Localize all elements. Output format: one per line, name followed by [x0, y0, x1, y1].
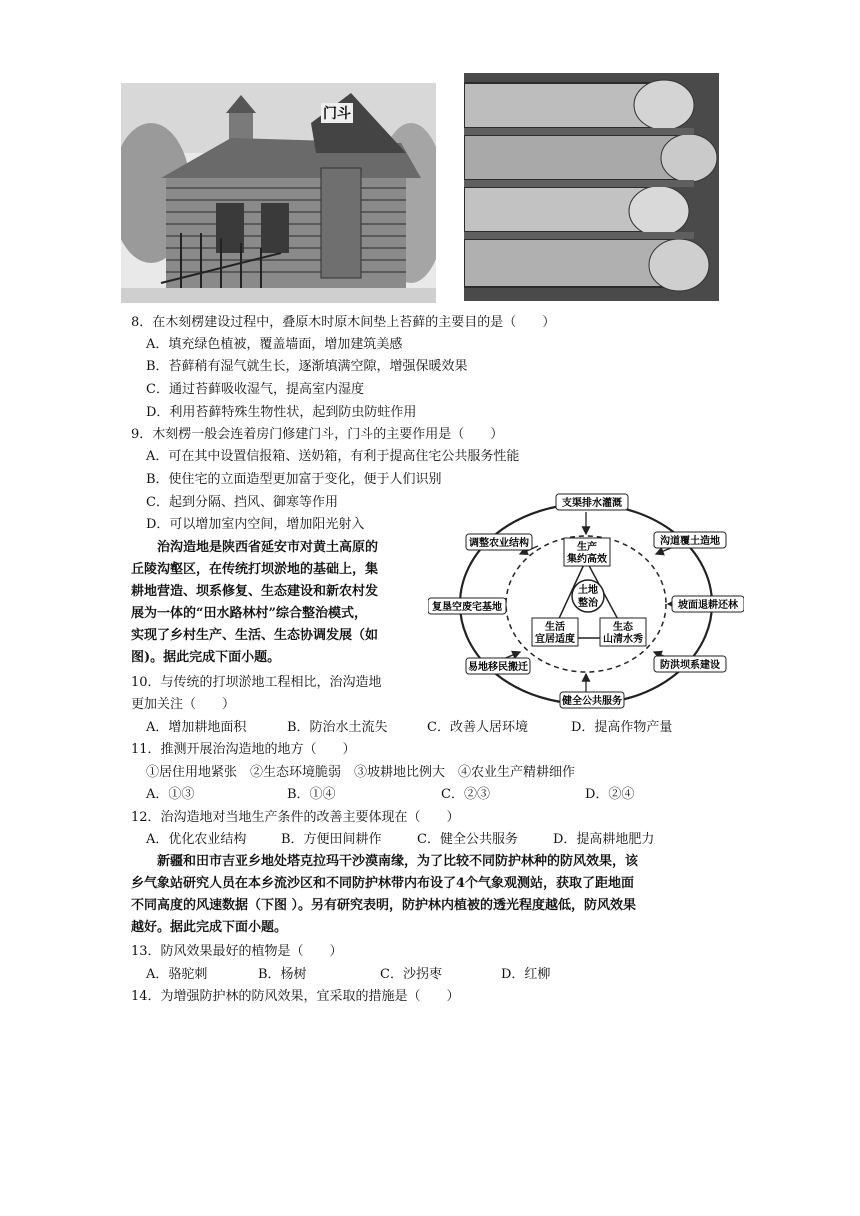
q13-option-d: D．红柳 [501, 967, 551, 982]
q8-stem: 8．在木刻楞建设过程中，叠原木时原木间垫上苔藓的主要目的是（ ） [131, 315, 556, 330]
diagram-outer-bottom: 健全公共服务 [562, 696, 622, 707]
q13-option-c: C．沙拐枣 [380, 967, 442, 982]
diagram-ecology-title: 生态 [613, 622, 633, 633]
diagram-outer-bottom-right: 防洪坝系建设 [660, 660, 720, 671]
q9-option-a: A．可在其中设置信报箱、送奶箱，有利于提高住宅公共服务性能 [146, 449, 520, 464]
passage1-line: 耕地营造、坝系修复、生态建设和新农村发 [131, 584, 379, 599]
diagram-outer-left: 复垦空废宅基地 [432, 602, 502, 613]
diagram-outer-top-left: 调整农业结构 [469, 538, 529, 549]
q10-option-a: A．增加耕地面积 [146, 720, 247, 735]
diagram-outer-top: 支渠排水灌溉 [562, 498, 622, 509]
q12-stem: 12．治沟造地对当地生产条件的改善主要体现在（ ） [131, 810, 460, 825]
passage1-line: 展为一体的“田水路林村”综合整治模式， [131, 606, 367, 621]
diagram-outer-bottom-left: 易地移民搬迁 [468, 662, 528, 673]
q8-option-c: C．通过苔藓吸收湿气，提高室内湿度 [146, 382, 364, 397]
passage2-line: 乡气象站研究人员在本乡流沙区和不同防护林带内布设了4个气象观测站，获取了距地面 [131, 876, 635, 891]
q10-option-b: B．防治水土流失 [287, 720, 388, 735]
q9-option-b: B．使住宅的立面造型更加富于变化，便于人们识别 [146, 472, 442, 487]
q8-option-b: B．苔藓稍有湿气就生长，逐渐填满空隙，增强保暖效果 [146, 359, 468, 374]
stacked-logs-photo [464, 73, 719, 301]
diagram-center-line2: 整治 [578, 598, 598, 609]
q9-option-c: C．起到分隔、挡风、御寒等作用 [146, 495, 338, 510]
q13-stem: 13．防风效果最好的植物是（ ） [131, 944, 343, 959]
q13-option-a: A．骆驼刺 [146, 967, 208, 982]
passage1-line: 丘陵沟壑区，在传统打坝淤地的基础上，集 [131, 562, 379, 577]
q12-option-c: C．健全公共服务 [417, 832, 518, 847]
q11-option-b: B．①④ [287, 787, 336, 802]
q10-stem-1: 10．与传统的打坝淤地工程相比，治沟造地 [131, 675, 382, 690]
diagram-production-title: 生产 [577, 542, 597, 553]
q12-option-b: B．方便田间耕作 [281, 832, 382, 847]
q12-option-d: D．提高耕地肥力 [553, 832, 655, 847]
q9-stem: 9．木刻楞一般会连着房门修建门斗，门斗的主要作用是（ ） [131, 427, 504, 442]
passage-windbreak [131, 851, 638, 939]
q11-items: ①居住用地紧张 ②生态环境脆弱 ③坡耕地比例大 ④农业生产精耕细作 [146, 765, 576, 780]
diagram-ecology-sub: 山清水秀 [603, 634, 643, 645]
q8-option-a: A．填充绿色植被，覆盖墙面，增加建筑美感 [146, 337, 403, 352]
passage1-line: 实现了乡村生产、生活、生态协调发展（如 [131, 628, 379, 643]
diagram-outer-top-right: 沟道覆土造地 [660, 536, 720, 547]
diagram-center-line1: 土地 [578, 585, 598, 596]
q8-option-d: D．利用苔藓特殊生物性状，起到防虫防蛀作用 [146, 405, 417, 420]
q11-stem: 11．推测开展治沟造地的地方（ ） [131, 742, 356, 757]
q10-stem-2: 更加关注（ ） [131, 697, 236, 712]
vestibule-label: 门斗 [321, 103, 353, 123]
diagram-life-sub: 宜居适度 [535, 634, 575, 645]
passage1-line: 图)。据此完成下面小题。 [131, 650, 281, 665]
passage2-line: 越好。据此完成下面小题。 [131, 920, 288, 935]
diagram-production-sub: 集约高效 [567, 554, 607, 565]
diagram-life-title: 生活 [545, 622, 565, 633]
log-house-photo [121, 83, 436, 303]
land-consolidation-diagram [428, 490, 744, 710]
q14-stem: 14．为增强防护林的防风效果，宜采取的措施是（ ） [131, 989, 460, 1004]
q10-option-c: C．改善人居环境 [427, 720, 528, 735]
passage1-line: 治沟造地是陕西省延安市对黄土高原的 [131, 540, 379, 555]
q12-option-a: A．优化农业结构 [146, 832, 247, 847]
q11-option-d: D．②④ [585, 787, 635, 802]
passage2-line: 新疆和田市吉亚乡地处塔克拉玛干沙漠南缘，为了比较不同防护林种的防风效果，该 [131, 854, 639, 869]
diagram-outer-right: 坡面退耕还林 [678, 600, 738, 611]
q11-option-c: C．②③ [441, 787, 490, 802]
q11-option-a: A．①③ [146, 787, 195, 802]
passage2-line: 不同高度的风速数据（下图 ）。另有研究表明，防护林内植被的透光程度越低，防风效果 [131, 898, 637, 913]
passage-gully-land [131, 537, 378, 669]
q10-option-d: D．提高作物产量 [571, 720, 673, 735]
q9-option-d: D．可以增加室内空间，增加阳光射入 [146, 517, 365, 532]
q13-option-b: B．杨树 [258, 967, 307, 982]
